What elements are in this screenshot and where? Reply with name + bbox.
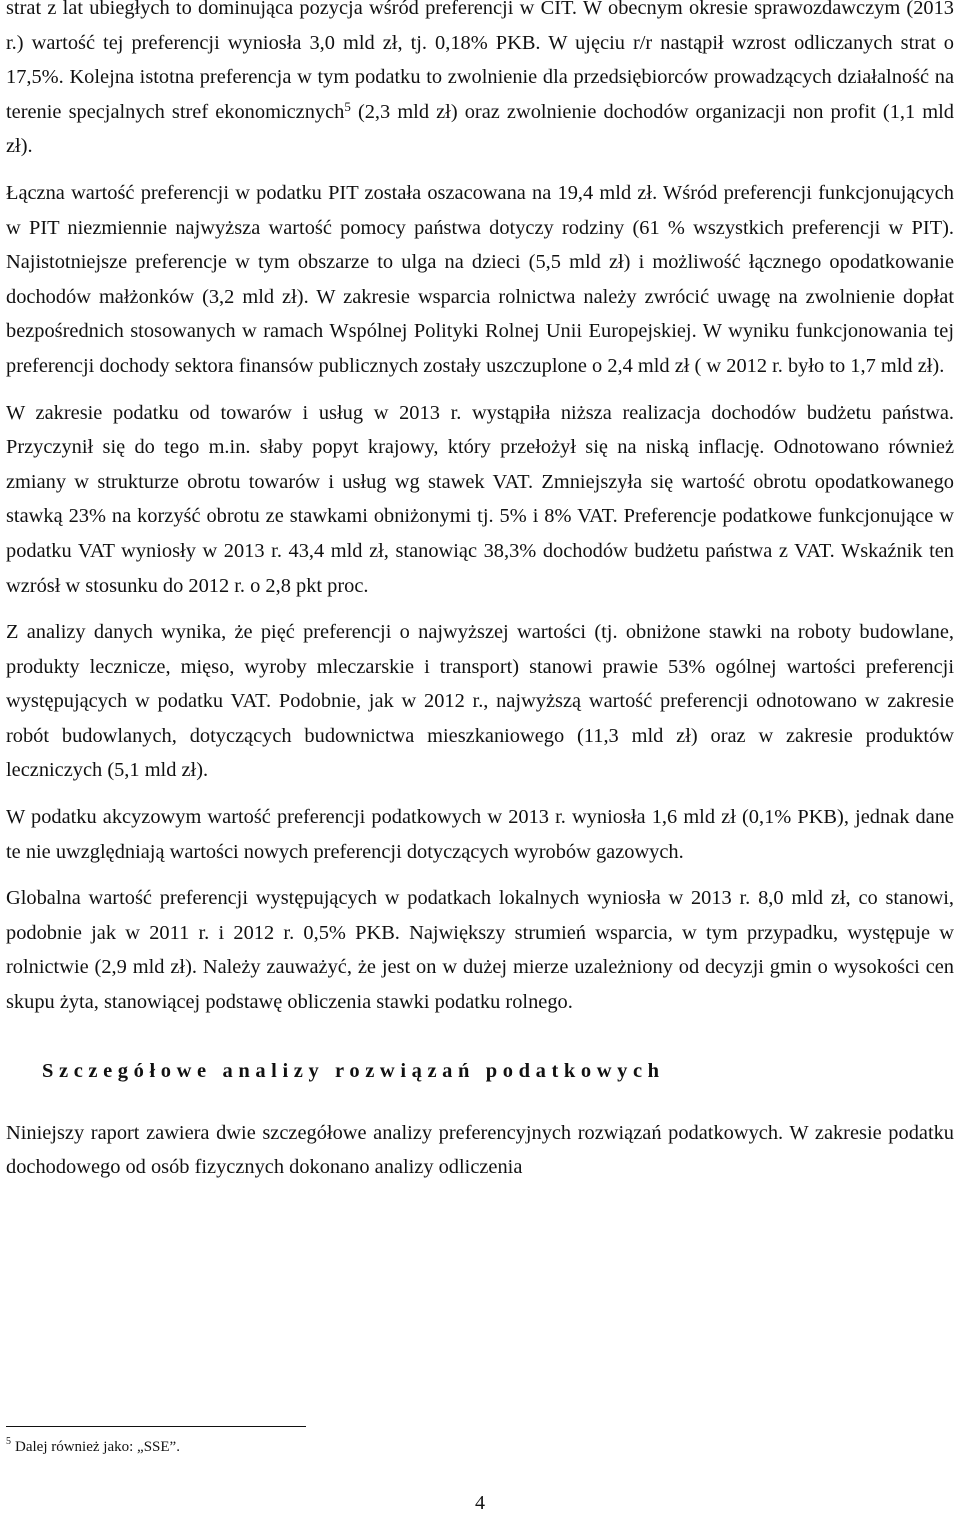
paragraph-vat-top-preferences: Z analizy danych wynika, że pięć preferencji o najwyższej wartości (tj. obniżone stawki na roboty budowlane, produkty lecznicze, mięso, wyroby mleczarskie i transport) stanowi prawie 53% ogólnej wartości preferencji występujących w podatku VAT. Podobnie, jak w 2012 r., najwyższą wartość preferencji odnotowano w zakresie robót budowlanych, dotyczących budownictwa mieszkaniowego (11,3 mld zł) oraz w zakresie produktów leczniczych (5,1 mld zł). bbox=[6, 621, 954, 782]
paragraph-vat-preferences: W zakresie podatku od towarów i usług w 2013 r. wystąpiła niższa realizacja dochodów budżetu państwa. Przyczynił się do tego m.in. słaby popyt krajowy, który przełożył się na niską inflację. Odnotowano również zmiany w strukturze obrotu towarów i usług wg stawek VAT. Zmniejszyła się wartość obrotu opodatkowanego stawką 23% na korzyść obrotu ze stawkami obniżonymi tj. 5% i 8% VAT. Preferencje podatkowe funkcjonujące w podatku VAT wyniosły w 2013 r. 43,4 mld zł, stanowiąc 38,3% dochodów budżetu państwa z VAT. Wskaźnik ten wzrósł w stosunku do 2012 r. o 2,8 pkt proc. bbox=[6, 401, 954, 597]
footnote-marker: 5 bbox=[6, 1436, 11, 1447]
paragraph-excise-preferences: W podatku akcyzowym wartość preferencji podatkowych w 2013 r. wyniosła 1,6 mld zł (0,1% PKB), jednak dane te nie uwzględniają wartości nowych preferencji dotyczących wyrobów gazowych. bbox=[6, 806, 954, 863]
paragraph-pit-preferences: Łączna wartość preferencji w podatku PIT została oszacowana na 19,4 mld zł. Wśród preferencji funkcjonujących w PIT niezmiennie najwyższa wartość pomocy państwa dotyczy rodziny (61 % wszystkich preferencji w PIT). Najistotniejsze preferencje w tym obszarze to ulga na dzieci (5,5 mld zł) i możliwość łącznego opodatkowanie dochodów małżonków (3,2 mld zł). W zakresie wsparcia rolnictwa należy zwrócić uwagę na zwolnienie dopłat bezpośrednich stosowanych w ramach Wspólnej Polityki Rolnej Unii Europejskiej. W wyniku funkcjonowania tej preferencji dochody sektora finansów publicznych zostały uszczuplone o 2,4 mld zł ( w 2012 r. było to 1,7 mld zł). bbox=[6, 181, 954, 377]
paragraph-cit-text-continued: (2,3 mld zł) oraz zwolnienie dochodów organizacji non profit (1,1 mld zł). bbox=[6, 100, 954, 158]
paragraph-report-intro: Niniejszy raport zawiera dwie szczegółowe analizy preferencyjnych rozwiązań podatkowych. W zakresie podatku dochodowego od osób fizycznych dokonano analizy odliczenia bbox=[6, 1121, 954, 1179]
footnote-reference: 5 bbox=[344, 98, 351, 114]
paragraph-local-tax-preferences: Globalna wartość preferencji występujących w podatkach lokalnych wyniosła w 2013 r. 8,0 mld zł, co stanowi, podobnie jak w 2011 r. i 2012 r. 0,5% PKB. Największy strumień wsparcia, w tym przypadku, występuje w rolnictwie (2,9 mld zł). Należy zauważyć, że jest on w dużej mierze uzależniony od decyzji gmin o wysokości cen skupu żyta, stanowiącej podstawę obliczenia stawki podatku rolnego. bbox=[6, 887, 954, 1014]
paragraph-cit-preferences bbox=[6, 0, 954, 164]
paragraph-cit-text: strat z lat ubiegłych to dominująca pozycja wśród preferencji w CIT. W obecnym okresie sprawozdawczym (2013 r.) wartość tej preferencji wyniosła 3,0 mld zł, tj. 0,18% PKB. W ujęciu r/r nastąpił wzrost odliczanych strat o 17,5%. Kolejna istotna preferencja w tym podatku to zwolnienie dla przedsiębiorców prowadzących działalność na terenie specjalnych stref ekonomicznych bbox=[6, 0, 954, 123]
footnote-text: Dalej również jako: „SSE”. bbox=[15, 1439, 180, 1455]
page-number: 4 bbox=[475, 1492, 485, 1514]
footnote bbox=[6, 1436, 180, 1458]
section-heading: Szczegółowe analizy rozwiązań podatkowych bbox=[42, 1059, 665, 1082]
document-page bbox=[6, 0, 954, 1455]
footnote-divider bbox=[6, 1426, 306, 1427]
